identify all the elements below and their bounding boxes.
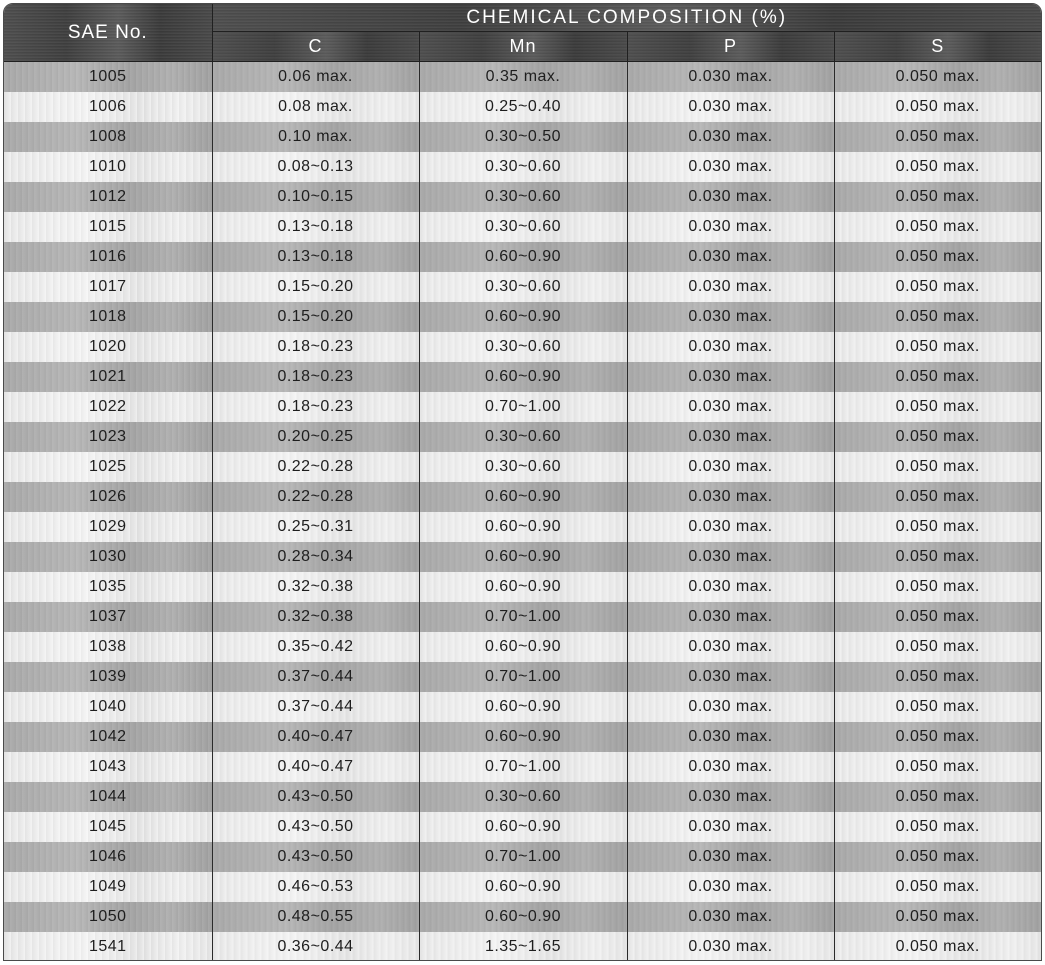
cell-sae-number: 1023 xyxy=(4,422,212,452)
table-row xyxy=(4,752,1041,782)
cell-sae-number: 1040 xyxy=(4,692,212,722)
cell-sae-number: 1045 xyxy=(4,812,212,842)
cell-sae-number: 1043 xyxy=(4,752,212,782)
cell-phosphorus: 0.030 max. xyxy=(627,62,834,93)
cell-sulfur: 0.050 max. xyxy=(834,272,1041,302)
cell-manganese: 0.60~0.90 xyxy=(419,512,627,542)
cell-manganese: 0.60~0.90 xyxy=(419,362,627,392)
cell-sae-number: 1020 xyxy=(4,332,212,362)
table-row xyxy=(4,422,1041,452)
chemical-composition-table xyxy=(4,4,1041,961)
cell-sae-number: 1541 xyxy=(4,932,212,961)
cell-carbon: 0.15~0.20 xyxy=(212,272,419,302)
table-row xyxy=(4,632,1041,662)
cell-phosphorus: 0.030 max. xyxy=(627,92,834,122)
header-manganese: Mn xyxy=(419,32,627,62)
cell-carbon: 0.18~0.23 xyxy=(212,332,419,362)
table-row xyxy=(4,92,1041,122)
cell-phosphorus: 0.030 max. xyxy=(627,902,834,932)
table-row xyxy=(4,302,1041,332)
cell-carbon: 0.10~0.15 xyxy=(212,182,419,212)
table-row xyxy=(4,572,1041,602)
cell-manganese: 0.60~0.90 xyxy=(419,482,627,512)
cell-carbon: 0.08 max. xyxy=(212,92,419,122)
cell-manganese: 0.60~0.90 xyxy=(419,572,627,602)
cell-phosphorus: 0.030 max. xyxy=(627,812,834,842)
cell-manganese: 0.70~1.00 xyxy=(419,602,627,632)
cell-sulfur: 0.050 max. xyxy=(834,452,1041,482)
cell-sae-number: 1035 xyxy=(4,572,212,602)
cell-carbon: 0.36~0.44 xyxy=(212,932,419,961)
table-row xyxy=(4,782,1041,812)
cell-carbon: 0.06 max. xyxy=(212,62,419,93)
cell-sulfur: 0.050 max. xyxy=(834,752,1041,782)
cell-carbon: 0.08~0.13 xyxy=(212,152,419,182)
cell-sulfur: 0.050 max. xyxy=(834,872,1041,902)
cell-sae-number: 1015 xyxy=(4,212,212,242)
cell-sulfur: 0.050 max. xyxy=(834,242,1041,272)
table-row xyxy=(4,872,1041,902)
cell-phosphorus: 0.030 max. xyxy=(627,602,834,632)
cell-manganese: 0.30~0.60 xyxy=(419,212,627,242)
cell-sulfur: 0.050 max. xyxy=(834,182,1041,212)
cell-carbon: 0.25~0.31 xyxy=(212,512,419,542)
cell-phosphorus: 0.030 max. xyxy=(627,752,834,782)
cell-phosphorus: 0.030 max. xyxy=(627,332,834,362)
table-row xyxy=(4,482,1041,512)
cell-sulfur: 0.050 max. xyxy=(834,152,1041,182)
cell-sae-number: 1018 xyxy=(4,302,212,332)
table-row xyxy=(4,332,1041,362)
composition-table-container xyxy=(3,3,1042,961)
cell-manganese: 0.30~0.60 xyxy=(419,422,627,452)
cell-phosphorus: 0.030 max. xyxy=(627,272,834,302)
cell-phosphorus: 0.030 max. xyxy=(627,362,834,392)
table-row xyxy=(4,722,1041,752)
header-sae-number: SAE No. xyxy=(4,4,212,62)
cell-phosphorus: 0.030 max. xyxy=(627,662,834,692)
cell-sae-number: 1044 xyxy=(4,782,212,812)
cell-carbon: 0.22~0.28 xyxy=(212,452,419,482)
cell-sae-number: 1039 xyxy=(4,662,212,692)
cell-sulfur: 0.050 max. xyxy=(834,92,1041,122)
cell-sulfur: 0.050 max. xyxy=(834,692,1041,722)
cell-carbon: 0.22~0.28 xyxy=(212,482,419,512)
cell-manganese: 0.25~0.40 xyxy=(419,92,627,122)
cell-phosphorus: 0.030 max. xyxy=(627,482,834,512)
cell-sulfur: 0.050 max. xyxy=(834,62,1041,93)
cell-sulfur: 0.050 max. xyxy=(834,392,1041,422)
cell-manganese: 0.60~0.90 xyxy=(419,722,627,752)
table-row xyxy=(4,272,1041,302)
cell-manganese: 1.35~1.65 xyxy=(419,932,627,961)
cell-manganese: 0.60~0.90 xyxy=(419,872,627,902)
cell-sulfur: 0.050 max. xyxy=(834,812,1041,842)
cell-sulfur: 0.050 max. xyxy=(834,782,1041,812)
cell-phosphorus: 0.030 max. xyxy=(627,302,834,332)
table-row xyxy=(4,242,1041,272)
cell-carbon: 0.28~0.34 xyxy=(212,542,419,572)
cell-sae-number: 1050 xyxy=(4,902,212,932)
table-header xyxy=(4,4,1041,62)
cell-carbon: 0.37~0.44 xyxy=(212,692,419,722)
cell-sae-number: 1037 xyxy=(4,602,212,632)
cell-phosphorus: 0.030 max. xyxy=(627,122,834,152)
cell-sae-number: 1030 xyxy=(4,542,212,572)
cell-phosphorus: 0.030 max. xyxy=(627,692,834,722)
cell-manganese: 0.70~1.00 xyxy=(419,752,627,782)
table-row xyxy=(4,902,1041,932)
cell-manganese: 0.30~0.50 xyxy=(419,122,627,152)
cell-sulfur: 0.050 max. xyxy=(834,482,1041,512)
cell-carbon: 0.43~0.50 xyxy=(212,842,419,872)
cell-manganese: 0.60~0.90 xyxy=(419,812,627,842)
cell-carbon: 0.43~0.50 xyxy=(212,782,419,812)
cell-sae-number: 1016 xyxy=(4,242,212,272)
cell-phosphorus: 0.030 max. xyxy=(627,632,834,662)
cell-phosphorus: 0.030 max. xyxy=(627,932,834,961)
cell-phosphorus: 0.030 max. xyxy=(627,182,834,212)
table-row xyxy=(4,152,1041,182)
cell-sulfur: 0.050 max. xyxy=(834,542,1041,572)
cell-phosphorus: 0.030 max. xyxy=(627,152,834,182)
table-row xyxy=(4,512,1041,542)
table-row xyxy=(4,122,1041,152)
cell-sulfur: 0.050 max. xyxy=(834,422,1041,452)
table-row xyxy=(4,662,1041,692)
cell-sulfur: 0.050 max. xyxy=(834,122,1041,152)
table-row xyxy=(4,812,1041,842)
cell-sae-number: 1008 xyxy=(4,122,212,152)
cell-carbon: 0.48~0.55 xyxy=(212,902,419,932)
cell-carbon: 0.15~0.20 xyxy=(212,302,419,332)
cell-manganese: 0.35 max. xyxy=(419,62,627,93)
cell-carbon: 0.40~0.47 xyxy=(212,722,419,752)
cell-sulfur: 0.050 max. xyxy=(834,512,1041,542)
table-row xyxy=(4,842,1041,872)
cell-carbon: 0.46~0.53 xyxy=(212,872,419,902)
cell-manganese: 0.30~0.60 xyxy=(419,332,627,362)
cell-sulfur: 0.050 max. xyxy=(834,902,1041,932)
table-row xyxy=(4,542,1041,572)
cell-phosphorus: 0.030 max. xyxy=(627,452,834,482)
cell-sulfur: 0.050 max. xyxy=(834,632,1041,662)
cell-carbon: 0.13~0.18 xyxy=(212,212,419,242)
cell-sulfur: 0.050 max. xyxy=(834,722,1041,752)
cell-manganese: 0.30~0.60 xyxy=(419,272,627,302)
cell-carbon: 0.35~0.42 xyxy=(212,632,419,662)
cell-phosphorus: 0.030 max. xyxy=(627,392,834,422)
cell-carbon: 0.20~0.25 xyxy=(212,422,419,452)
cell-manganese: 0.70~1.00 xyxy=(419,842,627,872)
cell-sae-number: 1042 xyxy=(4,722,212,752)
cell-sae-number: 1017 xyxy=(4,272,212,302)
table-row xyxy=(4,182,1041,212)
cell-phosphorus: 0.030 max. xyxy=(627,842,834,872)
cell-manganese: 0.60~0.90 xyxy=(419,692,627,722)
cell-phosphorus: 0.030 max. xyxy=(627,422,834,452)
cell-manganese: 0.70~1.00 xyxy=(419,392,627,422)
cell-sulfur: 0.050 max. xyxy=(834,212,1041,242)
cell-sae-number: 1021 xyxy=(4,362,212,392)
cell-phosphorus: 0.030 max. xyxy=(627,212,834,242)
cell-manganese: 0.30~0.60 xyxy=(419,782,627,812)
cell-manganese: 0.60~0.90 xyxy=(419,242,627,272)
cell-sae-number: 1005 xyxy=(4,62,212,93)
cell-sae-number: 1038 xyxy=(4,632,212,662)
cell-manganese: 0.60~0.90 xyxy=(419,542,627,572)
cell-sae-number: 1022 xyxy=(4,392,212,422)
cell-manganese: 0.30~0.60 xyxy=(419,182,627,212)
table-row xyxy=(4,932,1041,961)
cell-phosphorus: 0.030 max. xyxy=(627,782,834,812)
cell-sulfur: 0.050 max. xyxy=(834,842,1041,872)
cell-phosphorus: 0.030 max. xyxy=(627,542,834,572)
cell-carbon: 0.32~0.38 xyxy=(212,602,419,632)
cell-sae-number: 1010 xyxy=(4,152,212,182)
table-row xyxy=(4,692,1041,722)
cell-phosphorus: 0.030 max. xyxy=(627,872,834,902)
cell-manganese: 0.60~0.90 xyxy=(419,302,627,332)
header-phosphorus: P xyxy=(627,32,834,62)
table-row xyxy=(4,602,1041,632)
table-body xyxy=(4,62,1041,962)
table-row xyxy=(4,62,1041,93)
cell-sulfur: 0.050 max. xyxy=(834,932,1041,961)
cell-phosphorus: 0.030 max. xyxy=(627,722,834,752)
cell-manganese: 0.30~0.60 xyxy=(419,452,627,482)
table-row xyxy=(4,452,1041,482)
cell-sulfur: 0.050 max. xyxy=(834,362,1041,392)
cell-sae-number: 1006 xyxy=(4,92,212,122)
cell-carbon: 0.40~0.47 xyxy=(212,752,419,782)
cell-carbon: 0.13~0.18 xyxy=(212,242,419,272)
cell-phosphorus: 0.030 max. xyxy=(627,242,834,272)
header-sulfur: S xyxy=(834,32,1041,62)
cell-sulfur: 0.050 max. xyxy=(834,662,1041,692)
cell-sae-number: 1025 xyxy=(4,452,212,482)
cell-sae-number: 1029 xyxy=(4,512,212,542)
cell-sae-number: 1012 xyxy=(4,182,212,212)
cell-sulfur: 0.050 max. xyxy=(834,302,1041,332)
cell-sae-number: 1046 xyxy=(4,842,212,872)
table-row xyxy=(4,362,1041,392)
cell-carbon: 0.37~0.44 xyxy=(212,662,419,692)
cell-carbon: 0.18~0.23 xyxy=(212,362,419,392)
header-chemical-composition: CHEMICAL COMPOSITION (%) xyxy=(212,4,1041,32)
cell-sae-number: 1026 xyxy=(4,482,212,512)
table-row xyxy=(4,212,1041,242)
cell-sulfur: 0.050 max. xyxy=(834,332,1041,362)
cell-phosphorus: 0.030 max. xyxy=(627,572,834,602)
table-row xyxy=(4,392,1041,422)
cell-carbon: 0.18~0.23 xyxy=(212,392,419,422)
cell-carbon: 0.32~0.38 xyxy=(212,572,419,602)
cell-carbon: 0.43~0.50 xyxy=(212,812,419,842)
cell-sae-number: 1049 xyxy=(4,872,212,902)
cell-sulfur: 0.050 max. xyxy=(834,572,1041,602)
cell-manganese: 0.60~0.90 xyxy=(419,632,627,662)
cell-manganese: 0.60~0.90 xyxy=(419,902,627,932)
cell-manganese: 0.30~0.60 xyxy=(419,152,627,182)
header-carbon: C xyxy=(212,32,419,62)
cell-carbon: 0.10 max. xyxy=(212,122,419,152)
cell-manganese: 0.70~1.00 xyxy=(419,662,627,692)
cell-sulfur: 0.050 max. xyxy=(834,602,1041,632)
cell-phosphorus: 0.030 max. xyxy=(627,512,834,542)
